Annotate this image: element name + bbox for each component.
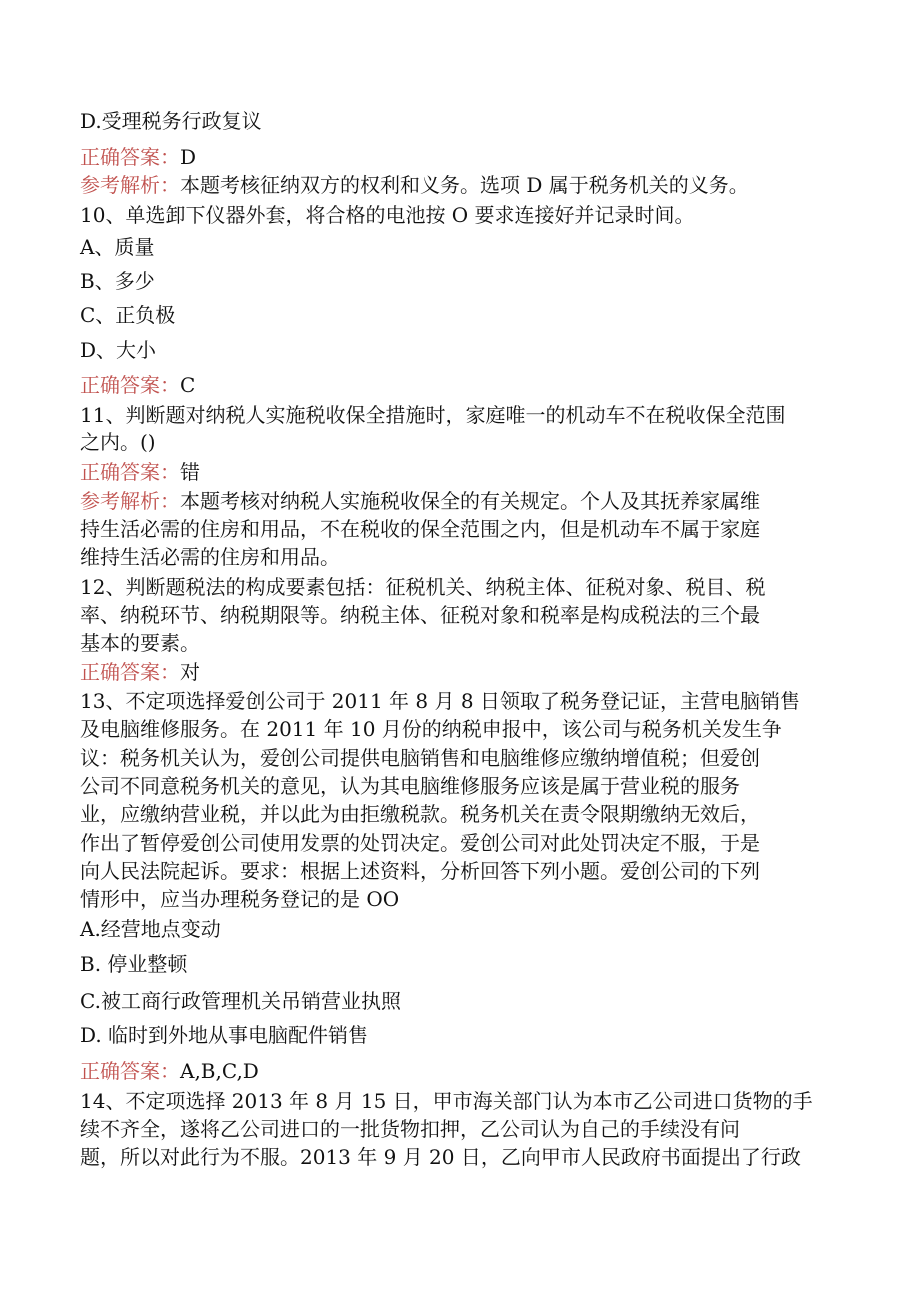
analysis-line: 参考解析：本题考核对纳税人实施税收保全的有关规定。个人及其抚养家属维 (80, 489, 760, 513)
question-line: 作出了暂停爱创公司使用发票的处罚决定。爱创公司对此处罚决定不服，于是 (80, 831, 760, 855)
analysis-line: 维持生活必需的住房和用品。 (80, 545, 340, 569)
question-line: 11、判断题对纳税人实施税收保全措施时，家庭唯一的机动车不在税收保全范围 (80, 403, 786, 427)
option-line: C、正负极 (80, 303, 176, 327)
option-line: B. 停业整顿 (80, 952, 188, 976)
question-line: 12、判断题税法的构成要素包括：征税机关、纳税主体、征税对象、税目、税 (80, 575, 766, 599)
question-line: 之内。() (80, 430, 156, 454)
question-line: 向人民法院起诉。要求：根据上述资料，分析回答下列小题。爱创公司的下列 (80, 859, 760, 883)
question-line: 10、单选卸下仪器外套，将合格的电池按 O 要求连接好并记录时间。 (80, 203, 695, 227)
analysis-line: 参考解析：本题考核征纳双方的权利和义务。选项 D 属于税务机关的义务。 (80, 173, 749, 197)
question-line: 13、不定项选择爱创公司于 2011 年 8 月 8 日领取了税务登记证，主营电脑销售 (80, 689, 800, 713)
question-line: 及电脑维修服务。在 2011 年 10 月份的纳税申报中，该公司与税务机关发生争 (80, 717, 782, 741)
option-line: C.被工商行政管理机关吊销营业执照 (80, 989, 401, 1013)
answer-line: 正确答案：D (80, 145, 197, 169)
question-line: 公司不同意税务机关的意见，认为其电脑维修服务应该是属于营业税的服务 (80, 774, 740, 798)
answer-line: 正确答案：A,B,C,D (80, 1059, 259, 1083)
question-line: 率、纳税环节、纳税期限等。纳税主体、征税对象和税率是构成税法的三个最 (80, 603, 760, 627)
question-line: 续不齐全，遂将乙公司进口的一批货物扣押，乙公司认为自己的手续没有问 (80, 1117, 740, 1141)
question-line: 基本的要素。 (80, 631, 200, 655)
question-line: 题，所以对此行为不服。2013 年 9 月 20 日，乙向甲市人民政府书面提出了行政 (80, 1145, 801, 1169)
option-line: D.受理税务行政复议 (80, 109, 262, 133)
option-line: A、质量 (80, 235, 155, 259)
answer-line: 正确答案：对 (80, 660, 200, 684)
question-line: 议：税务机关认为，爱创公司提供电脑销售和电脑维修应缴纳增值税；但爱创 (80, 746, 760, 770)
question-line: 业，应缴纳营业税，并以此为由拒缴税款。税务机关在责令限期缴纳无效后， (80, 802, 760, 826)
answer-line: 正确答案：错 (80, 460, 200, 484)
option-line: D. 临时到外地从事电脑配件销售 (80, 1023, 369, 1047)
option-line: B、多少 (80, 269, 155, 293)
option-line: D、大小 (80, 338, 157, 362)
question-line: 14、不定项选择 2013 年 8 月 15 日，甲市海关部门认为本市乙公司进口货物的手 (80, 1089, 813, 1113)
answer-line: 正确答案：C (80, 373, 196, 397)
question-line: 情形中，应当办理税务登记的是 OO (80, 887, 400, 911)
analysis-line: 持生活必需的住房和用品，不在税收的保全范围之内，但是机动车不属于家庭 (80, 517, 760, 541)
option-line: A.经营地点变动 (80, 917, 221, 941)
